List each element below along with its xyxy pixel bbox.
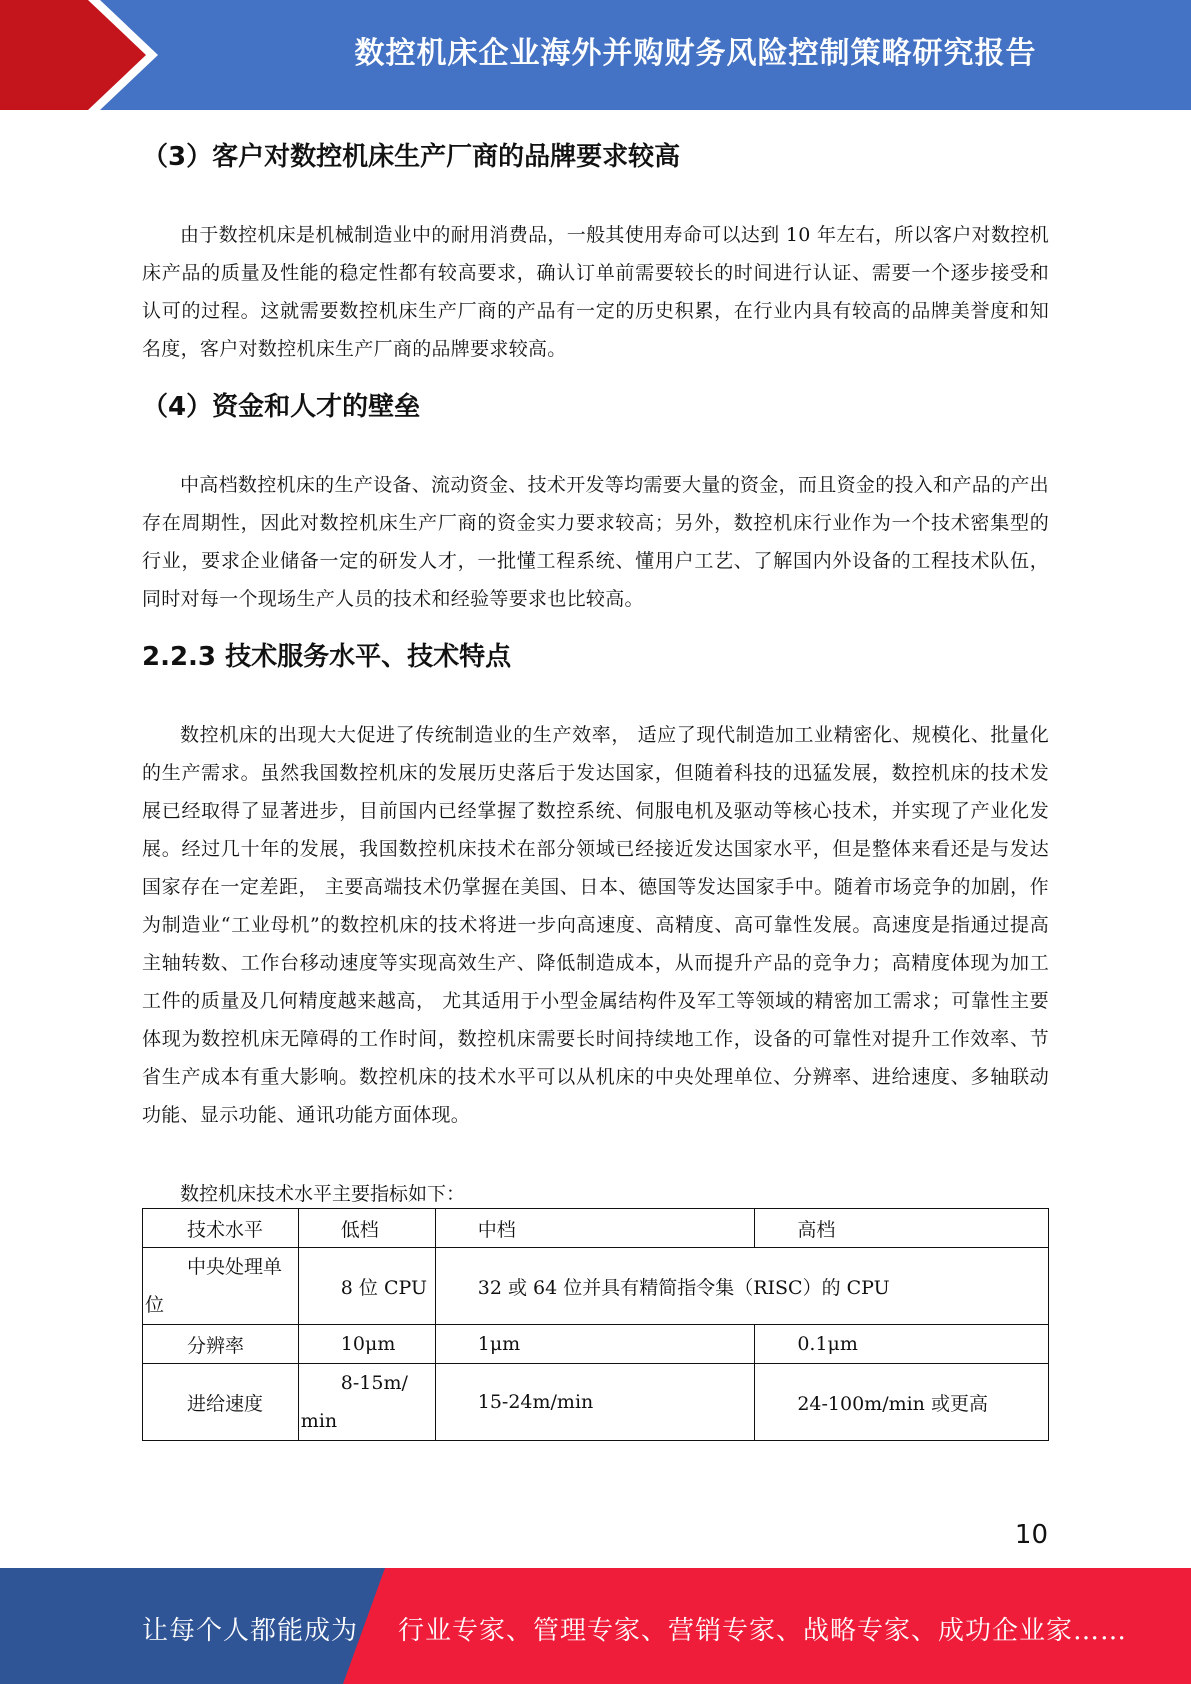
document-body <box>142 120 1049 1441</box>
page-header <box>0 0 1191 110</box>
cell-feed-high: 24-100m/min 或更高 <box>755 1364 1049 1441</box>
table-header-row <box>143 1209 1049 1248</box>
cell-feed-low: 8-15m/min <box>298 1364 435 1441</box>
section-heading-capital-talent: （4）资金和人才的壁垒 <box>142 392 421 422</box>
paragraph-brand: 由于数控机床是机械制造业中的耐用消费品，一般其使用寿命可以达到 10 年左右，所以客户对数控机床产品的质量及性能的稳定性都有较高要求，确认订单前需要较长的时间进行认证、需要一个逐步接受和认可的过程。这就需要数控机床生产厂商的产品有一定的历史积累，在行业内具有较高的品牌美誉度和知名度，客户对数控机床生产厂商的品牌要求较高。 <box>142 224 1049 360</box>
table-row <box>143 1248 1049 1325</box>
header-cell-high: 高档 <box>755 1209 1049 1248</box>
tech-level-table <box>142 1208 1049 1441</box>
table-row <box>143 1364 1049 1441</box>
paragraph-capital-talent: 中高档数控机床的生产设备、流动资金、技术开发等均需要大量的资金，而且资金的投入和产品的产出存在周期性，因此对数控机床生产厂商的资金实力要求较高；另外，数控机床行业作为一个技术密集型的行业，要求企业储备一定的研发人才，一批懂工程系统、懂用户工艺、了解国内外设备的工程技术队伍，同时对每一个现场生产人员的技术和经验等要求也比较高。 <box>142 474 1049 610</box>
header-cell-mid: 中档 <box>435 1209 755 1248</box>
footer-slogan-right: 行业专家、管理专家、营销专家、战略专家、成功企业家…… <box>398 1616 1128 1646</box>
cell-cpu-low: 8 位 CPU <box>298 1248 435 1325</box>
cell-cpu-label: 中央处理单位 <box>143 1248 299 1325</box>
header-cell-level: 技术水平 <box>143 1209 299 1248</box>
cell-feed-mid: 15-24m/min <box>435 1364 755 1441</box>
cell-feed-label: 进给速度 <box>143 1364 299 1441</box>
header-cell-low: 低档 <box>298 1209 435 1248</box>
section-heading-technology: 2.2.3 技术服务水平、技术特点 <box>142 642 512 672</box>
page-footer <box>0 1568 1191 1684</box>
table-row <box>143 1325 1049 1364</box>
cell-res-mid: 1μm <box>435 1325 755 1364</box>
cell-res-high: 0.1μm <box>755 1325 1049 1364</box>
table-caption: 数控机床技术水平主要指标如下： <box>180 1183 466 1205</box>
page-number: 10 <box>1014 1520 1048 1550</box>
paragraph-technology: 数控机床的出现大大促进了传统制造业的生产效率， 适应了现代制造加工业精密化、规模化、批量化的生产需求。虽然我国数控机床的发展历史落后于发达国家，但随着科技的迅猛发展，数控机床的技术发展已经取得了显著进步，目前国内已经掌握了数控系统、伺服电机及驱动等核心技术，并实现了产业化发展。经过几十年的发展，我国数控机床技术在部分领域已经接近发达国家水平，但是整体来看还是与发达国家存在一定差距， 主要高端技术仍掌握在美国、日本、德国等发达国家手中。随着市场竞争的加剧，作为制造业“工业母机”的数控机床的技术将进一步向高速度、高精度、高可靠性发展。高速度是指通过提高主轴转数、工作台移动速度等实现高效生产、降低制造成本，从而提升产品的竞争力；高精度体现为加工工件的质量及几何精度越来越高， 尤其适用于小型金属结构件及军工等领域的精密加工需求；可靠性主要体现为数控机床无障碍的工作时间，数控机床需要长时间持续地工作，设备的可靠性对提升工作效率、节省生产成本有重大影响。数控机床的技术水平可以从机床的中央处理单位、分辨率、进给速度、多轴联动功能、显示功能、通讯功能方面体现。 <box>142 724 1049 1126</box>
cell-cpu-mid-high: 32 或 64 位并具有精简指令集（RISC）的 CPU <box>435 1248 1048 1325</box>
cell-res-label: 分辨率 <box>143 1325 299 1364</box>
cell-res-low: 10μm <box>298 1325 435 1364</box>
report-title: 数控机床企业海外并购财务风险控制策略研究报告 <box>354 36 1037 71</box>
footer-slogan-left: 让每个人都能成为 <box>142 1616 359 1646</box>
header-red-chevron <box>0 0 150 110</box>
section-heading-brand: （3）客户对数控机床生产厂商的品牌要求较高 <box>142 142 681 172</box>
